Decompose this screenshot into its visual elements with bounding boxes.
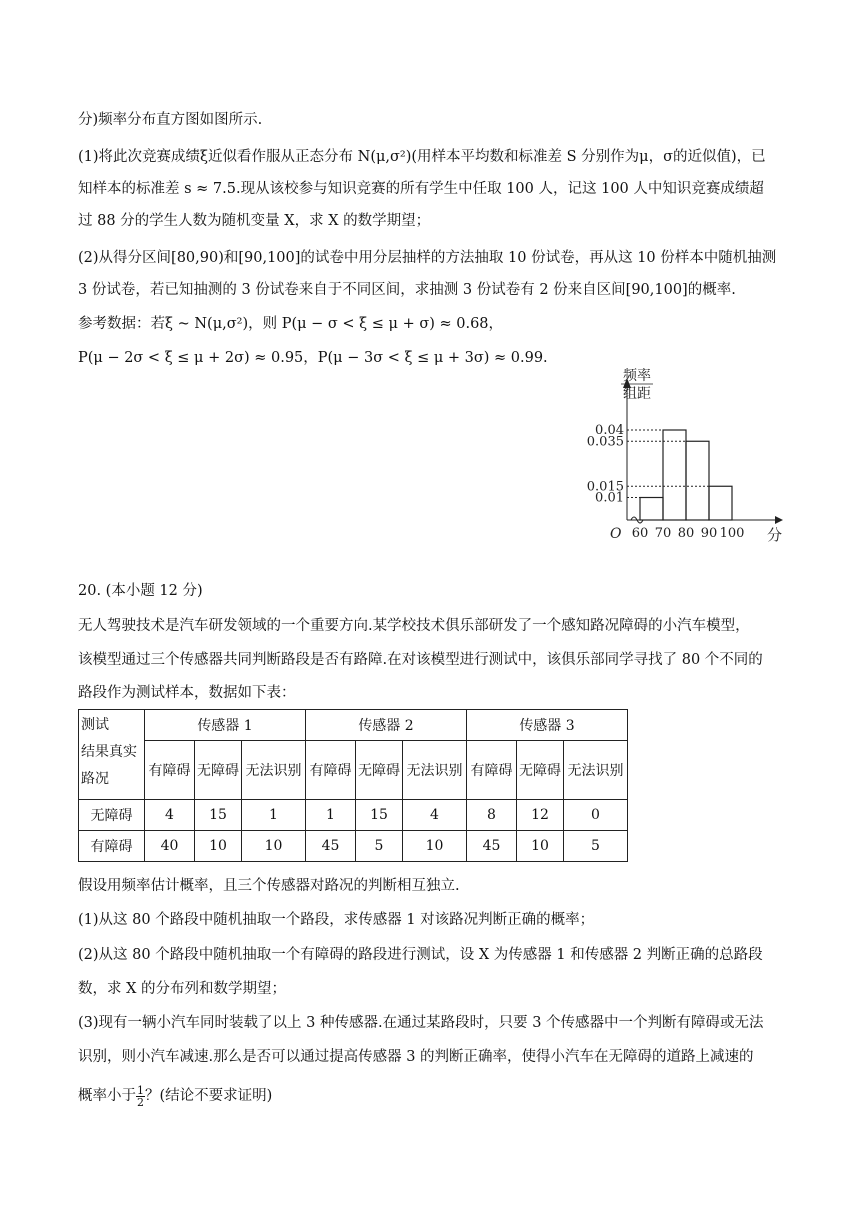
table-cell: 15: [195, 800, 242, 831]
p20-q2-line1: (2)从这 80 个路段中随机抽取一个有障碍的路段进行测试，设 X 为传感器 1 和传感器 2 判断正确的总路段: [78, 947, 763, 963]
p20-q3-line3: [78, 1083, 272, 1109]
table-cell: 10: [517, 831, 564, 862]
subheader-cell: 有障碍: [306, 741, 356, 800]
subheader-cell: 无法识别: [564, 741, 628, 800]
corner-label-1: 测试: [81, 717, 109, 733]
table-row: [79, 831, 628, 862]
corner-label-3: 路况: [81, 771, 109, 787]
p20-q2-line2: 数，求 X 的分布列和数学期望；: [78, 981, 287, 997]
histogram-bar: [709, 486, 732, 520]
subheader-cell: 无法识别: [403, 741, 467, 800]
corner-label-2: 结果真实: [81, 744, 137, 760]
p20-para-line1: 无人驾驶技术是汽车研发领域的一个重要方向.某学校技术俱乐部研发了一个感知路况障碍的小汽车模型，: [78, 618, 750, 634]
p20-assumption: 假设用频率估计概率，且三个传感器对路况的判断相互独立.: [78, 878, 460, 894]
subheader-cell: 有障碍: [145, 741, 195, 800]
subheader-cell: 无障碍: [195, 741, 242, 800]
x-tick-label: 90: [700, 526, 718, 541]
histogram-bar: [640, 498, 663, 521]
y-label-top: 频率: [623, 368, 651, 384]
table-cell: 8: [467, 800, 517, 831]
y-tick-label: 0.035: [586, 434, 624, 450]
p19-ref-line1: 参考数据：若ξ ~ N(μ,σ²)，则 P(μ − σ < ξ ≤ μ + σ) ≈ 0.68，: [78, 316, 504, 332]
table-cell: 10: [242, 831, 306, 862]
table-cell: 10: [195, 831, 242, 862]
sensor-2-header: 传感器 2: [306, 710, 467, 741]
p20-heading: 20. (本小题 12 分): [78, 583, 203, 599]
p20-para-line2: 该模型通过三个传感器共同判断路段是否有路障.在对该模型进行测试中，该俱乐部同学寻找了 80 个不同的: [78, 652, 763, 668]
table-row: [79, 800, 628, 831]
fraction-numerator: 1: [137, 1083, 144, 1097]
p19-q1-line3: 过 88 分的学生人数为随机变量 X，求 X 的数学期望；: [78, 213, 431, 229]
subheader-cell: 无障碍: [356, 741, 403, 800]
x-tick-label: 100: [719, 526, 745, 541]
subheader-cell: 无法识别: [242, 741, 306, 800]
p20-q3-line2: 识别，则小汽车减速.那么是否可以通过提高传感器 3 的判断正确率，使得小汽车在无障碍的道路上减速的: [78, 1049, 754, 1065]
q3-text-b: ？(结论不要求证明): [145, 1088, 273, 1104]
table-cell: 12: [517, 800, 564, 831]
histogram-bar: [686, 441, 709, 520]
p19-ref-line2: P(μ − 2σ < ξ ≤ μ + 2σ) ≈ 0.95，P(μ − 3σ < ξ ≤ μ + 3σ) ≈ 0.99.: [78, 350, 548, 366]
table-cell: 10: [403, 831, 467, 862]
row-label: 无障碍: [79, 800, 145, 831]
p19-q1-line2: 知样本的标准差 s ≈ 7.5.现从该校参与知识竞赛的所有学生中任取 100 人，记这 100 人中知识竞赛成绩超: [78, 181, 764, 197]
table-cell: 4: [145, 800, 195, 831]
histogram-bar: [663, 430, 686, 520]
p20-q3-line1: (3)现有一辆小汽车同时装载了以上 3 种传感器.在通过某路段时，只要 3 个传感器中一个判断有障碍或无法: [78, 1015, 764, 1031]
table-cell: 1: [242, 800, 306, 831]
y-tick-label: 0.01: [595, 490, 624, 506]
table-corner-header: [79, 710, 145, 800]
table-cell: 0: [564, 800, 628, 831]
x-axis-label: 分: [767, 526, 783, 544]
sensor-3-header: 传感器 3: [467, 710, 628, 741]
y-tick-label: 0.04: [595, 423, 624, 438]
sensor-data-table: [78, 709, 628, 862]
origin-label: O: [610, 526, 622, 542]
p20-para-line3: 路段作为测试样本，数据如下表：: [78, 685, 296, 701]
table-cell: 45: [467, 831, 517, 862]
p19-q2-line1: (2)从得分区间[80,90)和[90,100]的试卷中用分层抽样的方法抽取 10 份试卷，再从这 10 份样本中随机抽测: [78, 250, 777, 266]
table-cell: 45: [306, 831, 356, 862]
subheader-cell: 有障碍: [467, 741, 517, 800]
table-cell: 40: [145, 831, 195, 862]
table-cell: 15: [356, 800, 403, 831]
y-label-bottom: 组距: [623, 386, 651, 402]
frequency-histogram: [585, 368, 795, 548]
one-half-fraction: [136, 1085, 145, 1108]
x-tick-label: 60: [631, 526, 649, 541]
p19-q2-line2: 3 份试卷，若已知抽测的 3 份试卷来自于不同区间，求抽测 3 份试卷有 2 份来自区间[90,100]的概率.: [78, 282, 736, 298]
p19-intro: 分)频率分布直方图如图所示.: [78, 112, 263, 128]
q3-text-a: 概率小于: [78, 1088, 136, 1104]
x-tick-label: 70: [654, 526, 672, 541]
y-tick-label: 0.015: [586, 479, 624, 495]
row-label: 有障碍: [79, 831, 145, 862]
fraction-denominator: 2: [137, 1095, 144, 1109]
table-cell: 1: [306, 800, 356, 831]
subheader-cell: 无障碍: [517, 741, 564, 800]
table-cell: 5: [564, 831, 628, 862]
x-tick-label: 80: [677, 526, 695, 541]
table-cell: 5: [356, 831, 403, 862]
p20-q1: (1)从这 80 个路段中随机抽取一个路段，求传感器 1 对该路况判断正确的概率；: [78, 912, 595, 928]
p19-q1-line1: (1)将此次竞赛成绩ξ近似看作服从正态分布 N(μ,σ²)(用样本平均数和标准差 S 分别作为μ，σ的近似值)，已: [78, 149, 766, 165]
table-cell: 4: [403, 800, 467, 831]
x-axis-arrow: [775, 516, 783, 524]
sensor-1-header: 传感器 1: [145, 710, 306, 741]
